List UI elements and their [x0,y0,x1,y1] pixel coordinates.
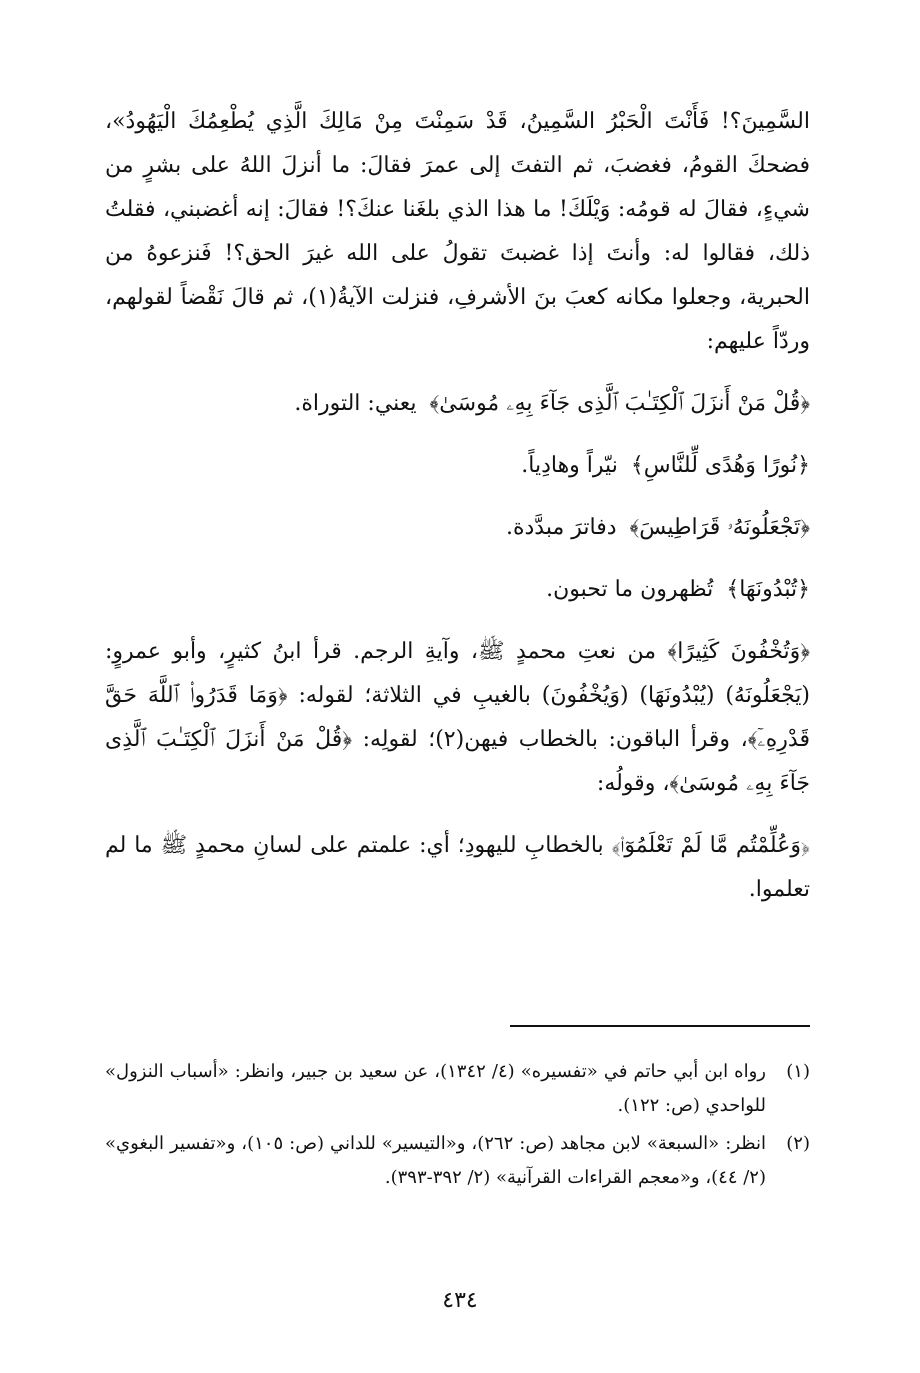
footnote-number: (٢) [786,1133,810,1154]
paragraph-3: ﴿وَعُلِّمْتُم مَّا لَمْ تَعْلَمُوٓا۟﴾ بالخطابِ لليهودِ؛ أي: علمتم على لسانِ محمدٍ ﷺ ما لم تعلموا. [105,833,810,902]
main-text [105,100,810,912]
gloss-line-3 [105,506,810,550]
footnote-1 [105,1055,810,1123]
gloss-explanation: يعني: التوراة. [294,391,417,416]
footnote-number: (١) [786,1061,810,1082]
paragraph-1: السَّمِينَ؟! فَأَنْتَ الْحَبْرُ السَّمِينُ، قَدْ سَمِنْتَ مِنْ مَالِكَ الَّذِي يُطْعِمُكَ الْيَهُودُ»، فضحكَ القومُ، فغضبَ، ثم التفتَ إلى عمرَ فقالَ: ما أنزلَ اللهُ على بشرٍ من شيءٍ، فقالَ له قومُه: وَيْلَكَ! ما هذا الذي بلغَنا عنكَ؟! فقالَ: إنه أغضبني، فقلتُ ذلك، فقالوا له: وأنتَ إذا غضبتَ تقولُ على الله غيرَ الحق؟! فَنزعوهُ من الحبرية، وجعلوا مكانه كعبَ بنَ الأشرفِ، فنزلت الآيةُ(١)، ثم قالَ نَقْضاً لقولهم، وردّاً عليهم: [105,109,810,354]
gloss-line-1 [105,382,810,426]
gloss-line-2 [105,444,810,488]
gloss-line-4 [105,568,810,612]
gloss-explanation: نيّراً وهادِياً. [521,453,618,478]
quran-verse: ﴿قُلْ مَنْ أَنزَلَ ٱلْكِتَـٰبَ ٱلَّذِى جَآءَ بِهِۦ مُوسَىٰ﴾ [429,391,810,416]
footnote-text: رواه ابن أبي حاتم في «تفسيره» (٤/ ١٣٤٢)، عن سعيد بن جبير، وانظر: «أسباب النزول» للواحدي (ص: ١٢٢). [105,1061,766,1116]
footnote-divider [510,1025,810,1027]
gloss-explanation: دفاترَ مبدَّدة. [505,515,617,540]
quran-verse: ﴿تُبْدُونَهَا﴾ [726,577,810,602]
footnote-text: انظر: «السبعة» لابن مجاهد (ص: ٢٦٢)، و«التيسير» للداني (ص: ١٠٥)، و«تفسير البغوي» (٢/ ٤٤)، و«معجم القراءات القرآنية» (٢/ ٣٩٢-٣٩٣). [105,1133,766,1188]
footnotes [105,1055,810,1199]
page-number: ٤٣٤ [442,1288,478,1313]
quran-verse: ﴿تَجْعَلُونَهُۥ قَرَاطِيسَ﴾ [629,515,810,540]
paragraph-2: ﴿وَتُخْفُونَ كَثِيرًا﴾ من نعتِ محمدٍ ﷺ، وآيةِ الرجم. قرأ ابنُ كثيرٍ، وأبو عمروٍ: (يَجْعَلُونَهُ) (يُبْدُونَهَا) (وَيُخْفُونَ) بالغيبِ في الثلاثة؛ لقوله: ﴿وَمَا قَدَرُوا۟ ٱللَّهَ حَقَّ قَدْرِهِۦٓ﴾، وقرأ الباقون: بالخطاب فيهن(٢)؛ لقولِه: ﴿قُلْ مَنْ أَنزَلَ ٱلْكِتَـٰبَ ٱلَّذِى جَآءَ بِهِۦ مُوسَىٰ﴾، وقولُه: [105,639,810,796]
gloss-explanation: تُظهرون ما تحبون. [546,577,714,602]
quran-verse: ﴿نُورًا وَهُدًى لِّلنَّاسِ﴾ [630,453,810,478]
footnote-2 [105,1127,810,1195]
